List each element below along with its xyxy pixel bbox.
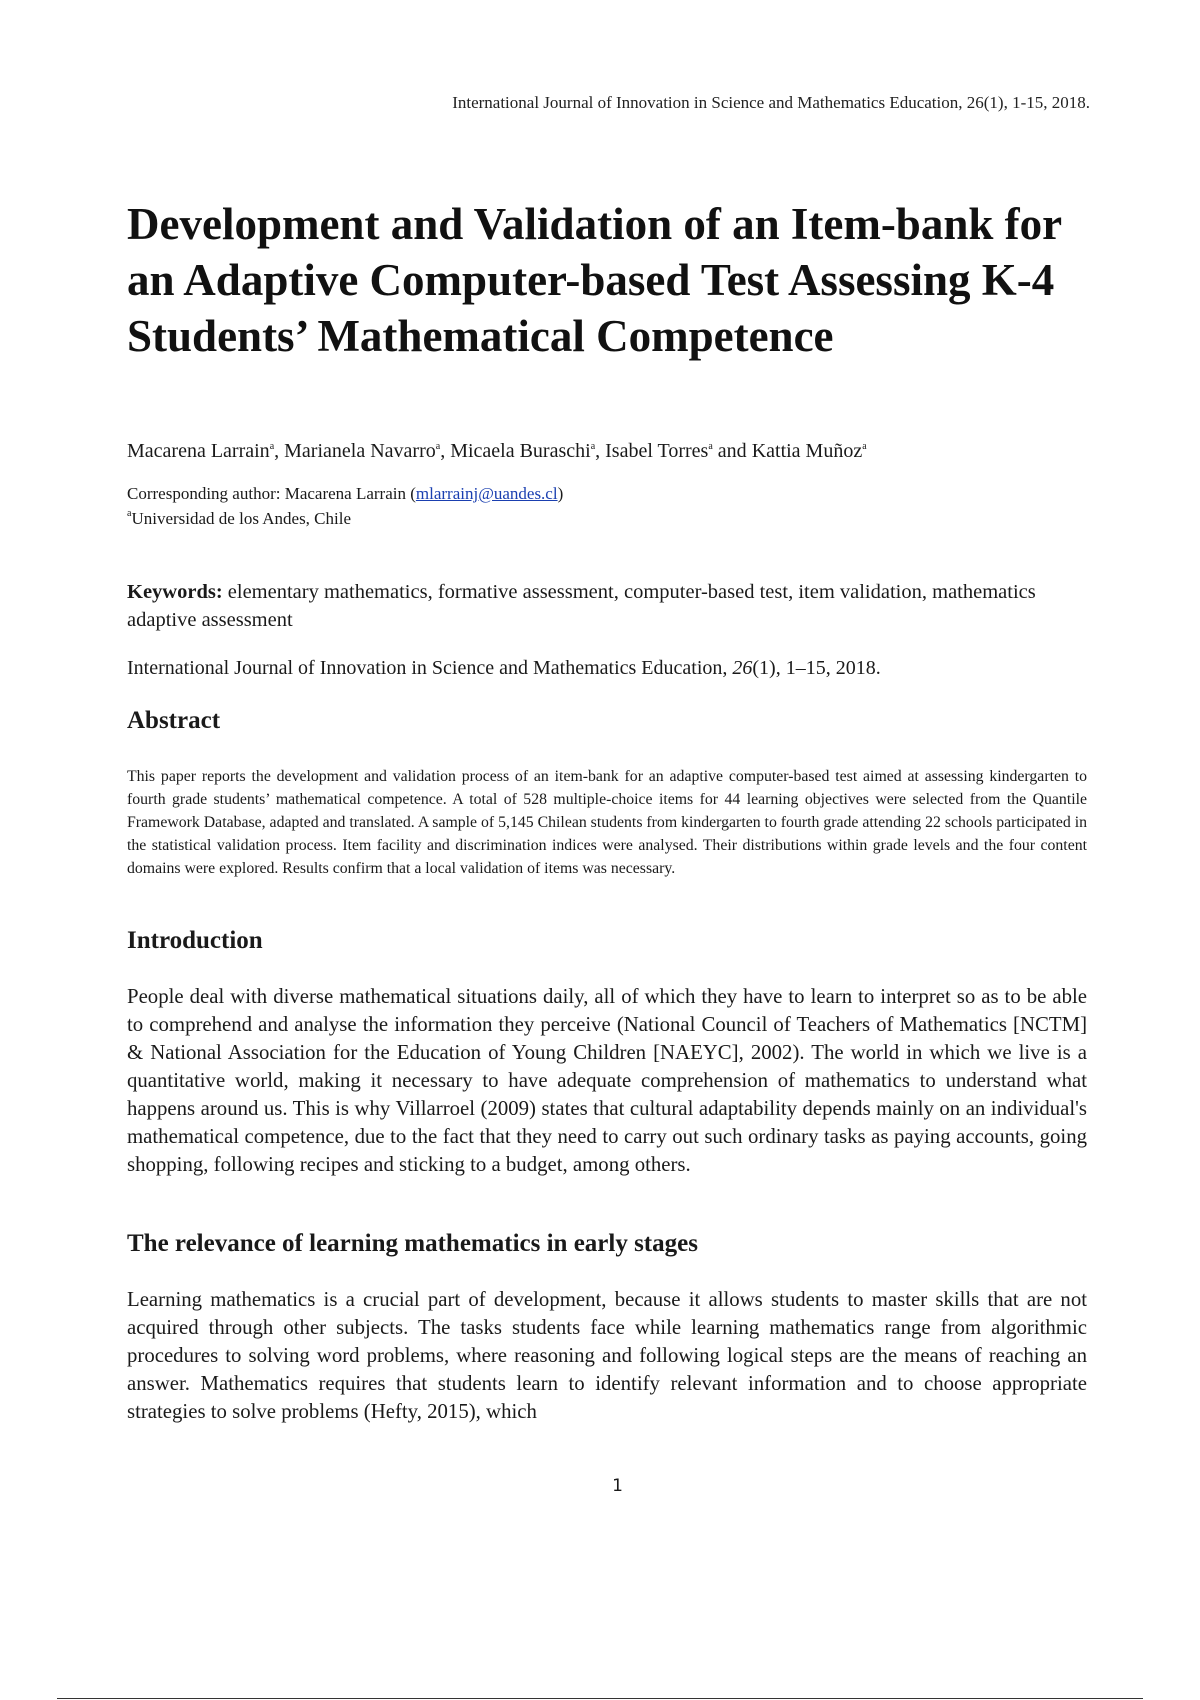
author-name: Macarena Larrain [127, 440, 270, 462]
author-affiliation-marker: a [435, 441, 441, 452]
author-name: Marianela Navarro [284, 440, 436, 462]
citation-pages: (1), 1–15, 2018. [752, 657, 881, 679]
relevance-text: Learning mathematics is a crucial part of development, because it allows students to master skills that are not acquired through other subjects. The tasks students face while learning mathematics range from algorithmic procedures to solving word problems, where reasoning and following logical steps are the means of reaching an answer. Mathematics requires that students learn to identify relevant information and to choose appropriate strategies to solve problems (Hefty, 2015), which [127, 1288, 1087, 1423]
introduction-heading: Introduction [127, 927, 263, 954]
author-affiliation-marker: a [269, 441, 275, 452]
page-number: 1 [612, 1476, 623, 1496]
affiliation [127, 508, 351, 529]
author-list: Macarena Larrain$^a$, Marianela Navarro$^a$, Micaela Buraschi$^a$, Isabel Torres$^a$ and Kattia Muñoz$^a$ [127, 440, 867, 462]
abstract-heading: Abstract [127, 707, 221, 734]
author-affiliation-marker: a [590, 441, 596, 452]
abstract-text: This paper reports the development and validation process of an item-bank for an adaptive computer-based test aimed at assessing kindergarten to fourth grade students’ mathematical competence. A total of 528 multiple-choice items for 44 learning objectives were selected from the Quantile Framework Database, adapted and translated. A sample of 5,145 Chilean students from kindergarten to fourth grade attending 22 schools participated in the statistical validation process. Item facility and discrimination indices were analysed. Their distributions within grade levels and the four content domains were explored. Results confirm that a local validation of items was necessary. [127, 768, 1087, 877]
paper-title: Development and Validation of an Item-bank for an Adaptive Computer-based Test Assessing K-4 Students’ Mathematical Competence [127, 199, 1062, 361]
author-name: Isabel Torres [605, 440, 709, 462]
introduction-text: People deal with diverse mathematical situations daily, all of which they have to learn to interpret so as to be able to comprehend and analyse the information they perceive (National Council of Teachers of Mathematics [NCTM] & National Association for the Education of Young Children [NAEYC], 2002). The world in which we live is a quantitative world, making it necessary to have adequate comprehension of mathematics to understand what happens around us. This is why Villarroel (2009) states that cultural adaptability depends mainly on an individual's mathematical competence, due to the fact that they need to carry out such ordinary tasks as paying accounts, going shopping, following recipes and sticking to a budget, among others. [127, 985, 1087, 1176]
citation [127, 657, 881, 680]
author-name: Micaela Buraschi [450, 440, 591, 462]
running-header-text: International Journal of Innovation in Science and Mathematics Education, 26(1), 1-15, 2018. [452, 93, 1090, 112]
corresponding-author-prefix: Corresponding author: Macarena Larrain ( [127, 484, 416, 503]
page-bottom-divider [57, 1698, 1143, 1699]
running-header [127, 93, 1090, 113]
relevance-heading: The relevance of learning mathematics in early stages [127, 1230, 698, 1257]
corresponding-author-suffix: ) [557, 484, 564, 503]
keywords-text: elementary mathematics, formative assessment, computer-based test, item validation, mathematics adaptive assessment [127, 581, 1036, 631]
affiliation-text: Universidad de los Andes, Chile [131, 509, 352, 528]
citation-volume: 26 [732, 657, 753, 679]
author-name: Kattia Muñoz [751, 440, 863, 462]
author-affiliation-marker: a [708, 441, 713, 452]
email-link[interactable]: mlarrainj@uandes.cl [415, 484, 558, 503]
keywords-label: Keywords: [127, 581, 223, 603]
keywords [127, 578, 1087, 634]
corresponding-author [127, 484, 563, 504]
author-affiliation-marker: a [862, 441, 867, 452]
citation-journal: International Journal of Innovation in Science and Mathematics Education, [127, 657, 733, 679]
affiliation-marker: a [127, 508, 132, 519]
